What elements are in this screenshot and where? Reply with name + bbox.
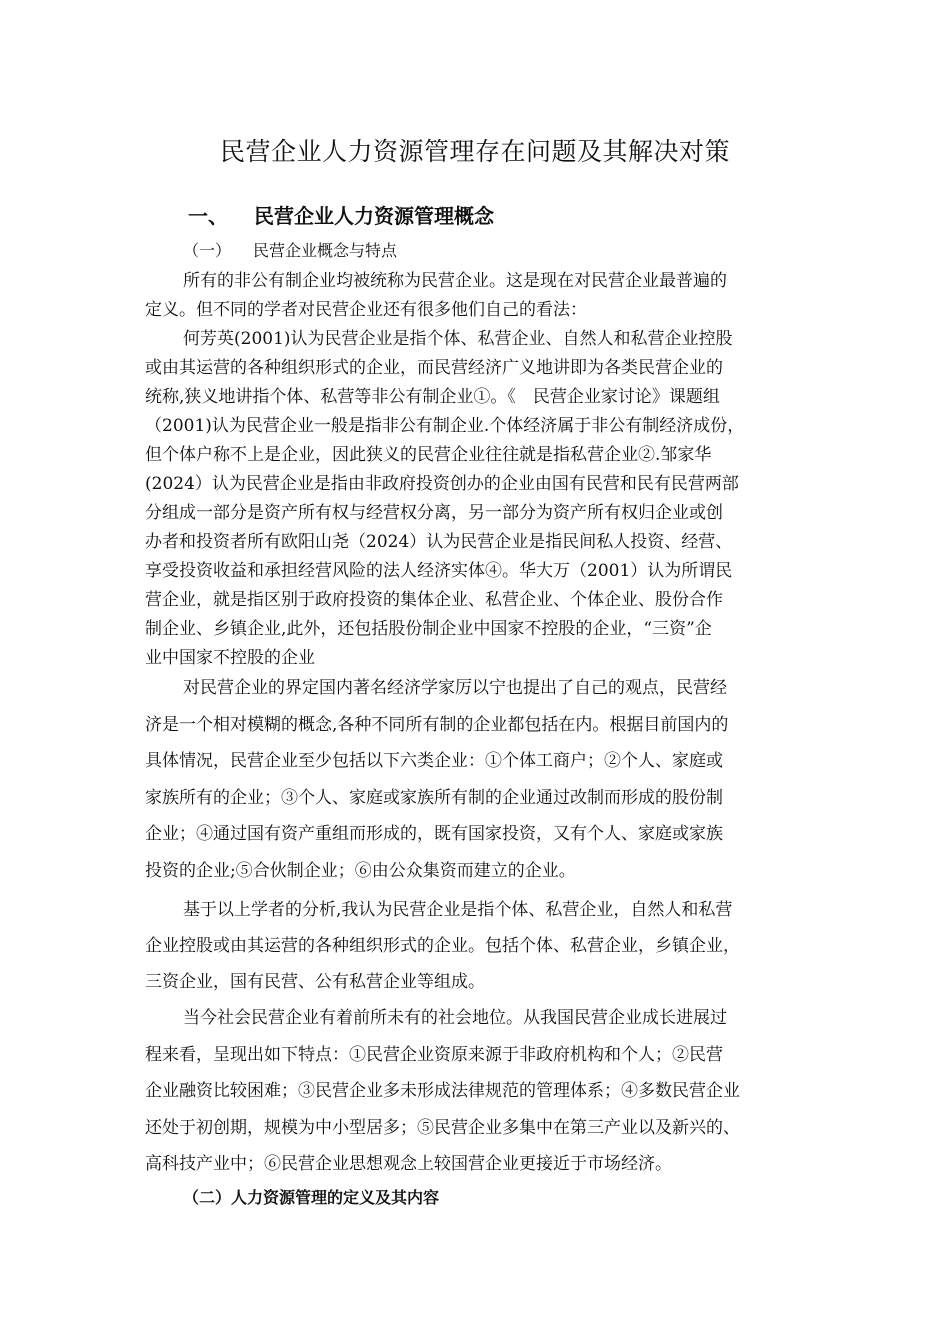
paragraph-line: 企业融资比较困难；③民营企业多未形成法律规范的管理体系；④多数民营企业 [145,1081,740,1101]
paragraph-line: 对民营企业的界定国内著名经济学家厉以宁也提出了自己的观点，民营经 [183,678,727,698]
paragraph-line: 业中国家不控股的企业 [145,648,315,668]
subsection-heading [183,238,397,261]
paragraph-line: 或由其运营的各种组织形式的企业，而民营经济广义地讲即为各类民营企业的 [145,358,723,378]
paragraph-line: 定义。但不同的学者对民营企业还有很多他们自己的看法： [145,300,587,320]
paragraph-line: 制企业、乡镇企业,此外，还包括股份制企业中国家不控股的企业，“三资”企 [145,619,712,639]
paragraph-line: 高科技产业中；⑥民营企业思想观念上较国营企业更接近于市场经济。 [145,1154,672,1174]
paragraph-line: 程来看，呈现出如下特点：①民营企业资原来源于非政府机构和个人；②民营 [145,1045,723,1065]
paragraph-line: 分组成一部分是资产所有权与经营权分离，另一部分为资产所有权归企业或创 [145,503,723,523]
paragraph-line: 所有的非公有制企业均被统称为民营企业。这是现在对民营企业最普遍的 [183,271,727,291]
paragraph-line: 具体情况，民营企业至少包括以下六类企业：①个体工商户；②个人、家庭或 [145,751,723,771]
paragraph-line: (2024）认为民营企业是指由非政府投资创办的企业由国有民营和民有民营两部 [145,474,739,494]
paragraph-line: 统称,狭义地讲指个体、私营等非公有制企业①。《 民营企业家讨论》课题组 [145,387,720,407]
subsection-title: 民营企业概念与特点 [253,241,398,260]
subsection-number: （一） [183,241,232,260]
paragraph-line: （2001)认为民营企业一般是指非公有制企业.个体经济属于非公有制经济成份， [145,416,745,436]
paragraph-line: 但个体户称不上是企业，因此狭义的民营企业往往就是指私营企业②.邹家华 [145,445,712,465]
paragraph-line: 家族所有的企业；③个人、家庭或家族所有制的企业通过改制而形成的股份制 [145,788,723,808]
paragraph-line: 当今社会民营企业有着前所未有的社会地位。从我国民营企业成长进展过 [183,1008,727,1028]
paragraph-line: 何芳英(2001)认为民营企业是指个体、私营企业、自然人和私营企业控股 [183,329,733,349]
paragraph-line: 投资的企业;⑤合伙制企业；⑥由公众集资而建立的企业。 [145,861,576,881]
subsection-heading-2: （二）人力资源管理的定义及其内容 [183,1188,440,1207]
paragraph-line: 三资企业，国有民营、公有私营企业等组成。 [145,972,485,992]
paragraph-line: 济是一个相对模糊的概念,各种不同所有制的企业都包括在内。根据目前国内的 [145,715,729,735]
paragraph-line: 享受投资收益和承担经营风险的法人经济实体④。华大万（2001）认为所谓民 [145,561,733,581]
paragraph-line: 企业控股或由其运营的各种组织形式的企业。包括个体、私营企业，乡镇企业， [145,936,740,956]
paragraph-line: 企业；④通过国有资产重组而形成的，既有国家投资，又有个人、家庭或家族 [145,824,723,844]
paragraph-line: 营企业，就是指区别于政府投资的集体企业、私营企业、个体企业、股份合作 [145,590,723,610]
section-number: 一、 [188,204,228,228]
paragraph-line: 基于以上学者的分析,我认为民营企业是指个体、私营企业，自然人和私营 [183,900,733,920]
paragraph-line: 办者和投资者所有欧阳山尧（2024）认为民营企业是指民间私人投资、经营、 [145,532,733,552]
section-title: 民营企业人力资源管理概念 [254,204,494,228]
paragraph-line: 还处于初创期，规模为中小型居多；⑤民营企业多集中在第三产业以及新兴的、 [145,1118,740,1138]
section-heading [188,200,494,229]
page-title: 民营企业人力资源管理存在问题及其解决对策 [219,137,730,166]
